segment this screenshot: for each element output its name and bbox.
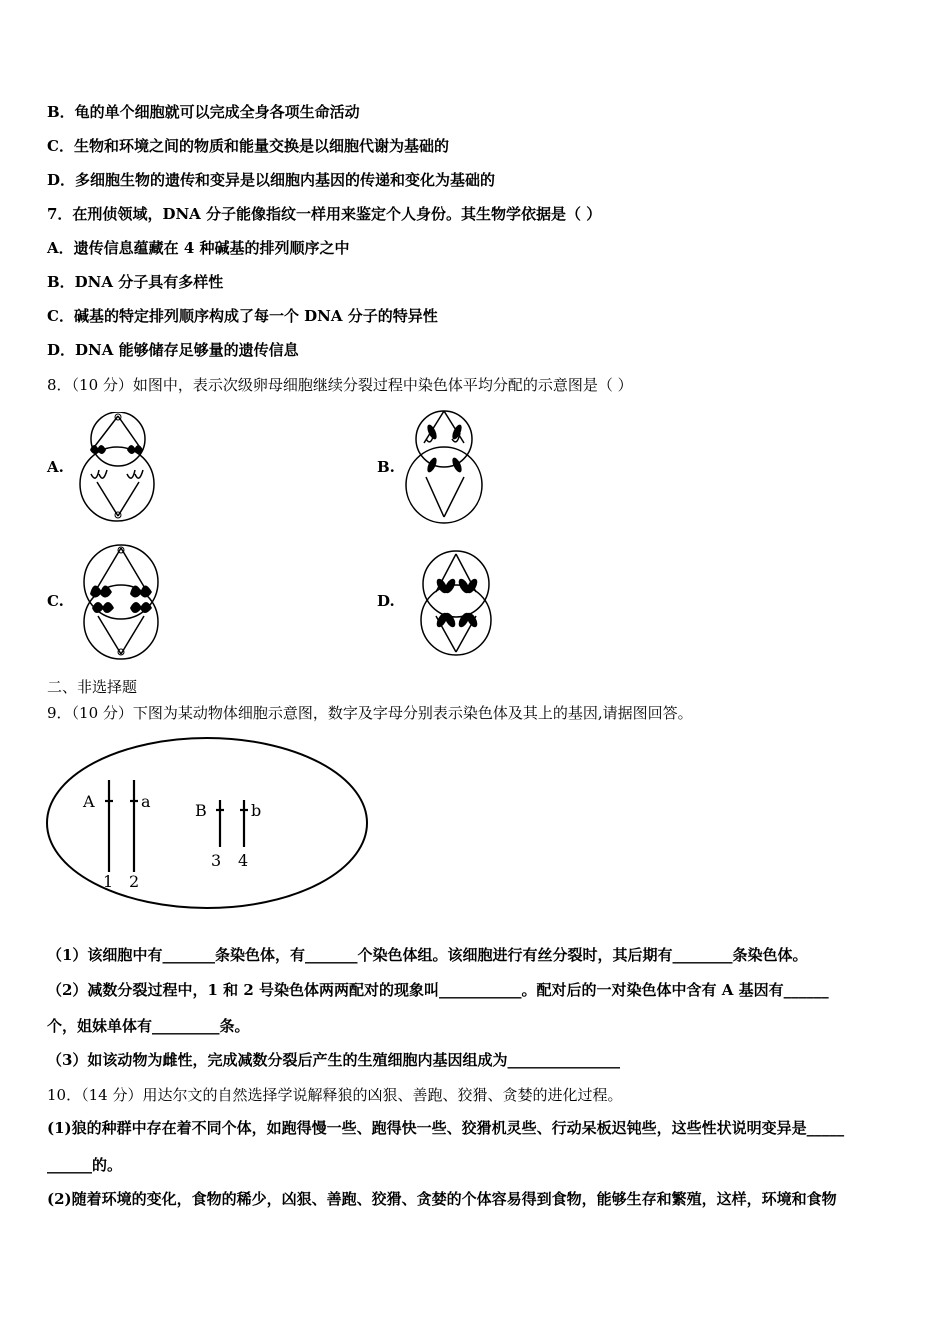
- gene-label-a-upper: A: [83, 792, 95, 811]
- q8-figure-b: [402, 405, 487, 525]
- q6-option-d: D．多细胞生物的遗传和变异是以细胞内基因的传递和变化为基础的: [47, 171, 496, 189]
- chromosome-number-1: 1: [103, 872, 114, 891]
- q8-stem: 8．（10 分）如图中，表示次级卵母细胞继续分裂过程中染色体平均分配的示意图是（ ）: [47, 376, 633, 394]
- q9-part-1: （1）该细胞中有_______条染色体，有_______个染色体组。该细胞进行有丝分裂时，其后期有________条染色体。: [47, 946, 808, 964]
- q8-label-d: D.: [377, 592, 395, 610]
- q9-stem: 9．（10 分）下图为某动物体细胞示意图，数字及字母分别表示染色体及其上的基因,请据图回答。: [47, 704, 693, 722]
- gene-label-b-upper: B: [195, 801, 207, 820]
- section-heading: 二、非选择题: [47, 678, 138, 696]
- q8-label-a: A.: [47, 458, 64, 476]
- q7-option-c: C．碱基的特定排列顺序构成了每一个 DNA 分子的特异性: [47, 307, 438, 325]
- q7-option-b: B．DNA 分子具有多样性: [47, 273, 224, 291]
- q9-cell-diagram: [45, 735, 375, 915]
- q6-option-b: B．龟的单个细胞就可以完成全身各项生命活动: [47, 103, 360, 121]
- q7-option-d: D．DNA 能够储存足够量的遗传信息: [47, 341, 299, 359]
- q8-label-c: C.: [47, 592, 64, 610]
- q6-option-c: C．生物和环境之间的物质和能量交换是以细胞代谢为基础的: [47, 137, 449, 155]
- q9-part-2b: 个，姐妹单体有_________条。: [47, 1017, 250, 1035]
- q9-part-2a: （2）减数分裂过程中，1 和 2 号染色体两两配对的现象叫___________。配对后的一对染色体中含有 A 基因有______: [47, 981, 829, 999]
- chromosome-number-4: 4: [238, 851, 249, 870]
- q9-part-3: （3）如该动物为雌性，完成减数分裂后产生的生殖细胞内基因组成为_______________: [47, 1051, 620, 1069]
- q10-part-1a: (1)狼的种群中存在着不同个体，如跑得慢一些、跑得快一些、狡猾机灵些、行动呆板迟钝些，这些性状说明变异是_____: [47, 1119, 845, 1137]
- gene-label-b-lower: b: [251, 801, 262, 820]
- q7-option-a: A．遗传信息蕴藏在 4 种碱基的排列顺序之中: [47, 239, 350, 257]
- q8-figure-d: [414, 548, 504, 660]
- q10-stem: 10．（14 分）用达尔文的自然选择学说解释狼的凶狠、善跑、狡猾、贪婪的进化过程。: [47, 1086, 623, 1104]
- gene-label-a-lower: a: [141, 792, 151, 811]
- q8-figure-a: [75, 412, 165, 524]
- q10-part-2: (2)随着环境的变化，食物的稀少，凶狠、善跑、狡猾、贪婪的个体容易得到食物，能够生存和繁殖，这样，环境和食物: [47, 1190, 837, 1208]
- q7-stem: 7．在刑侦领域，DNA 分子能像指纹一样用来鉴定个人身份。其生物学依据是（ ）: [47, 205, 602, 223]
- chromosome-number-2: 2: [129, 872, 140, 891]
- q8-label-b: B.: [377, 458, 395, 476]
- q10-part-1b: ______的。: [47, 1156, 123, 1174]
- q8-figure-c: [78, 542, 168, 662]
- chromosome-number-3: 3: [211, 851, 222, 870]
